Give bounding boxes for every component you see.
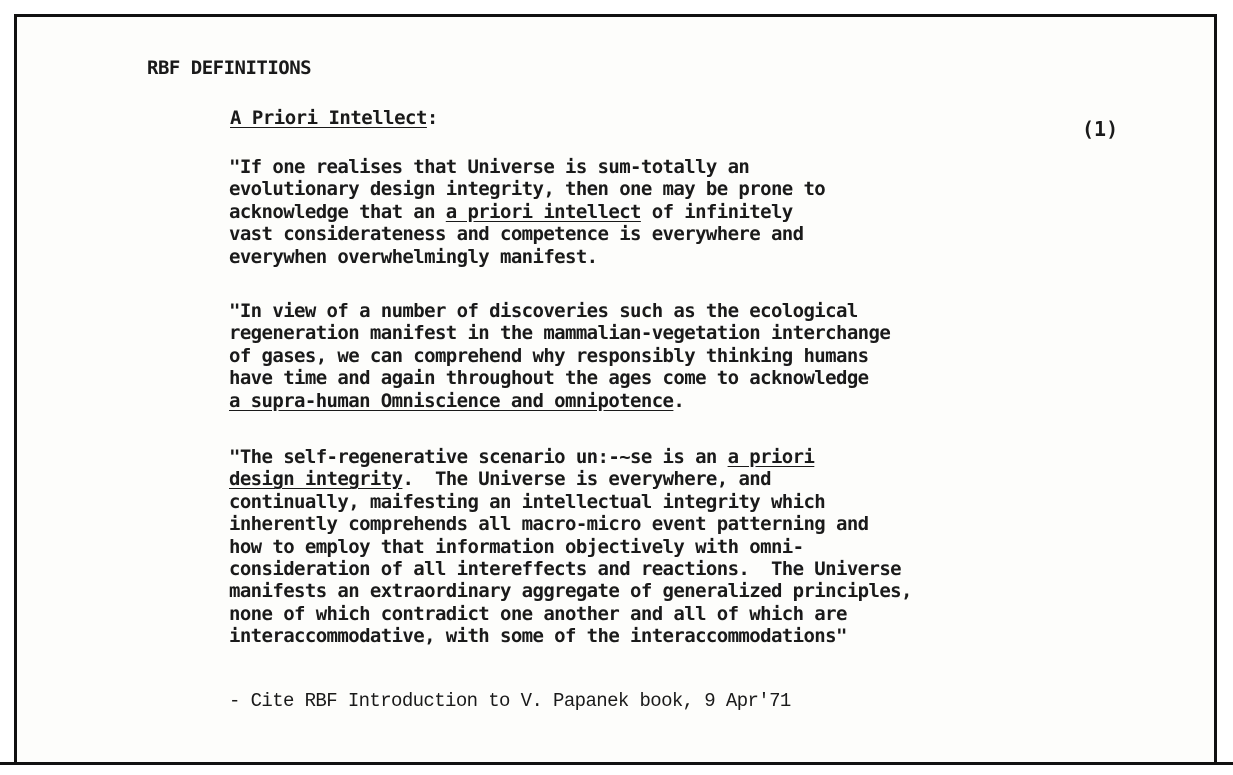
quote-line: consideration of all intereffects and reactions. The Universe bbox=[229, 558, 902, 581]
quote-line: inherently comprehends all macro-micro event patterning and bbox=[229, 513, 869, 536]
quote-paragraph-3 bbox=[229, 446, 912, 648]
quote-line: evolutionary design integrity, then one may be prone to bbox=[229, 178, 826, 201]
quote-line: "If one realises that Universe is sum-totally an bbox=[229, 156, 750, 178]
quote-line bbox=[229, 446, 912, 468]
quote-paragraph-1 bbox=[229, 156, 825, 268]
quote-line-segment: . bbox=[673, 389, 685, 412]
quote-line: none of which contradict one another and all of which are bbox=[229, 602, 847, 625]
definition-term bbox=[230, 107, 438, 129]
quote-line: of gases, we can comprehend why responsibly thinking humans bbox=[229, 344, 869, 367]
quote-paragraph-2 bbox=[229, 300, 890, 412]
quote-line: continually, maifesting an intellectual integrity which bbox=[229, 490, 826, 513]
quote-line-segment: . The Universe is everywhere, and bbox=[402, 468, 771, 491]
page-header: RBF DEFINITIONS bbox=[147, 57, 312, 79]
quote-line bbox=[229, 390, 890, 412]
quote-line-segment: "The self-regenerative scenario un:-~se is an bbox=[229, 446, 728, 468]
quote-line-segment: of infinitely bbox=[640, 200, 793, 223]
quote-line: interaccommodative, with some of the interaccommodations" bbox=[229, 625, 847, 648]
quote-line: "In view of a number of discoveries such as the ecological bbox=[229, 300, 858, 322]
definition-term-colon: : bbox=[426, 107, 438, 129]
card-number: (1) bbox=[1082, 117, 1119, 141]
quote-line-segment: acknowledge that an bbox=[229, 200, 446, 223]
quote-line: everywhen overwhelmingly manifest. bbox=[229, 245, 598, 268]
quote-line bbox=[229, 201, 825, 223]
underlined-phrase: a priori intellect bbox=[445, 200, 641, 223]
quote-line bbox=[229, 468, 912, 490]
quote-line: how to employ that information objectively with omni- bbox=[229, 535, 804, 558]
bottom-border-rule bbox=[0, 762, 1233, 765]
quote-line: vast considerateness and competence is everywhere and bbox=[229, 223, 804, 246]
definition-term-title: A Priori Intellect bbox=[230, 107, 427, 129]
quote-line: have time and again throughout the ages come to acknowledge bbox=[229, 367, 869, 390]
underlined-phrase: design integrity bbox=[229, 468, 403, 491]
quote-line: manifests an extraordinary aggregate of generalized principles, bbox=[229, 580, 912, 603]
quote-line: regeneration manifest in the mammalian-vegetation interchange bbox=[229, 322, 891, 345]
underlined-phrase: a priori bbox=[727, 446, 815, 468]
underlined-phrase: a supra-human Omniscience and omnipotence bbox=[229, 389, 674, 412]
citation: - Cite RBF Introduction to V. Papanek book, 9 Apr'71 bbox=[229, 690, 791, 712]
